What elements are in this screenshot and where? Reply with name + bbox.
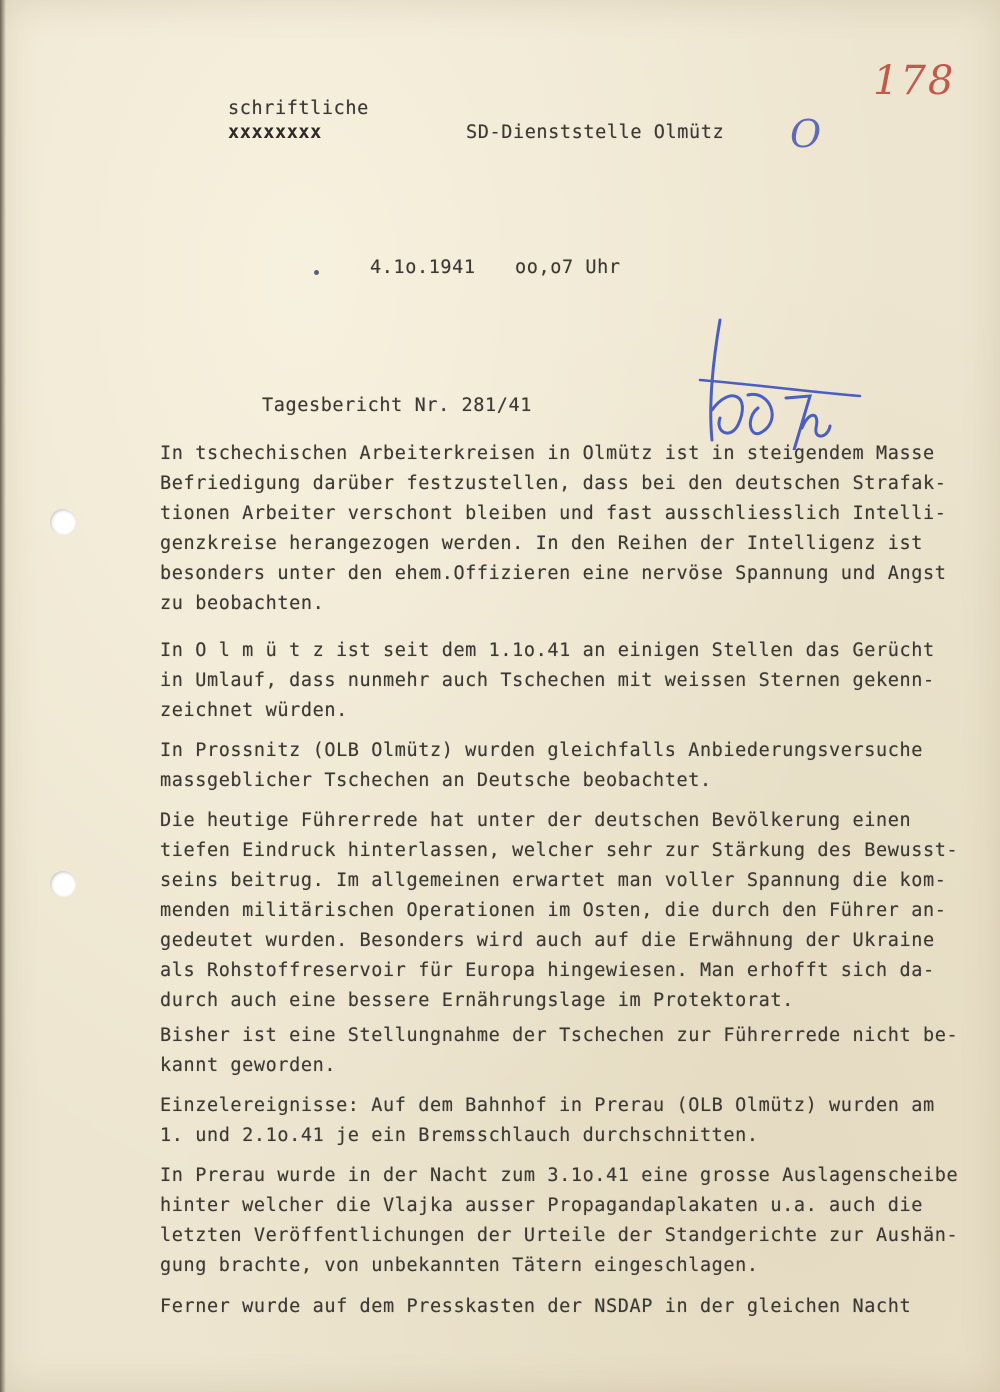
text-line: zeichnet würden. (160, 700, 348, 721)
text-line: In Prossnitz (OLB Olmütz) wurden gleichfalls Anbiederungsversuche (160, 740, 923, 761)
handwritten-blue-mark: O (790, 112, 822, 156)
report-date: 4.1o.1941 (370, 257, 476, 278)
paragraph-6 (160, 1091, 970, 1151)
report-time: oo,o7 Uhr (515, 257, 621, 278)
paragraph-5 (160, 1021, 970, 1081)
text-line: gung brachte, von unbekannten Tätern eingeschlagen. (160, 1255, 759, 1276)
text-line: Ferner wurde auf dem Presskasten der NSDAP in der gleichen Nacht (160, 1296, 912, 1317)
text-line: kannt geworden. (160, 1055, 337, 1076)
text-line: Befriedigung darüber festzustellen, dass bei den deutschen Strafak- (160, 473, 947, 494)
heading-struck-word: xxxxxxxx (228, 122, 322, 143)
text-line: hinter welcher die Vlajka ausser Propagandaplakaten u.a. auch die (160, 1195, 923, 1216)
text-line: als Rohstoffreservoir für Europa hingewiesen. Man erhofft sich da- (160, 960, 935, 981)
text-line: seins beitrug. Im allgemeinen erwartet man voller Spannung die kom- (160, 870, 947, 891)
text-line: durch auch eine bessere Ernährungslage im Protektorat. (160, 990, 794, 1011)
text-line: Einzelereignisse: Auf dem Bahnhof in Prerau (OLB Olmütz) wurden am (160, 1095, 935, 1116)
paragraph-7 (160, 1161, 970, 1281)
text-line: gedeutet wurden. Besonders wird auch auf die Erwähnung der Ukraine (160, 930, 935, 951)
paragraph-1 (160, 439, 970, 619)
text-line: In O l m ü t z ist seit dem 1.1o.41 an einigen Stellen das Gerücht (160, 640, 935, 661)
text-line: genzkreise herangezogen werden. In den Reihen der Intelligenz ist (160, 533, 923, 554)
text-line: In tschechischen Arbeiterkreisen in Olmütz ist in steigendem Masse (160, 443, 935, 464)
report-title: Tagesbericht Nr. 281/41 (262, 395, 532, 416)
handwritten-page-number: 178 (873, 58, 956, 104)
paragraph-3 (160, 736, 970, 796)
text-line: Bisher ist eine Stellungnahme der Tschechen zur Führerrede nicht be- (160, 1025, 959, 1046)
heading-insertion: schriftliche (228, 98, 369, 119)
text-line: 1. und 2.1o.41 je ein Bremsschlauch durchschnitten. (160, 1125, 759, 1146)
heading-office: SD-Dienststelle Olmütz (466, 122, 725, 143)
pencil-dot (314, 270, 319, 275)
text-line: zu beobachten. (160, 593, 325, 614)
paragraph-2 (160, 636, 970, 726)
text-line: letzten Veröffentlichungen der Urteile der Standgerichte zur Aushän- (160, 1225, 959, 1246)
text-line: Die heutige Führerrede hat unter der deutschen Bevölkerung einen (160, 810, 912, 831)
paragraph-8 (160, 1292, 970, 1322)
text-line: menden militärischen Operationen im Osten, die durch den Führer an- (160, 900, 947, 921)
punch-hole-upper (50, 509, 76, 535)
text-line: in Umlauf, dass nunmehr auch Tschechen mit weissen Sternen gekenn- (160, 670, 935, 691)
text-line: tionen Arbeiter verschont bleiben und fast ausschliesslich Intelli- (160, 503, 947, 524)
scan-edge-shadow (0, 0, 6, 1392)
paragraph-4 (160, 806, 970, 1016)
punch-hole-lower (50, 871, 76, 897)
text-line: massgeblicher Tschechen an Deutsche beobachtet. (160, 770, 712, 791)
text-line: besonders unter den ehem.Offizieren eine nervöse Spannung und Angst (160, 563, 947, 584)
text-line: In Prerau wurde in der Nacht zum 3.1o.41 eine grosse Auslagenscheibe (160, 1165, 959, 1186)
text-line: tiefen Eindruck hinterlassen, welcher sehr zur Stärkung des Bewusst- (160, 840, 959, 861)
handwritten-signature (690, 300, 870, 450)
